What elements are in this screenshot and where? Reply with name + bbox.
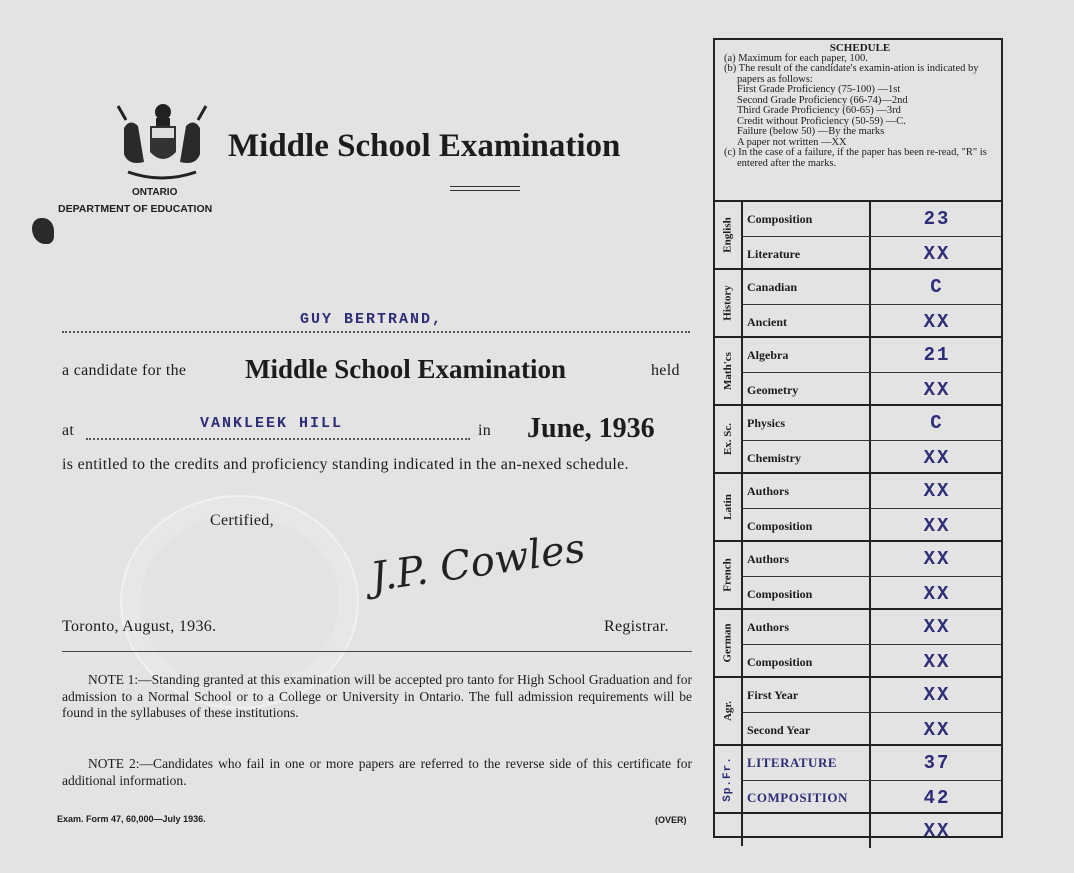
table-row <box>741 304 1001 339</box>
subject-mark: 23 <box>869 202 1003 236</box>
subject-name: Composition <box>747 518 813 533</box>
subject-group <box>715 744 1001 812</box>
schedule-line: Third Grade Proficiency (60-65) —3rd <box>737 105 901 116</box>
entitled-text: is entitled to the credits and proficiency standing indicated in the an-nexed schedule. <box>62 456 629 473</box>
schedule-line: Failure (below 50) —By the marks <box>737 126 885 137</box>
subject-mark: 21 <box>869 338 1003 372</box>
subject-mark: 37 <box>869 746 1003 780</box>
subject-mark: C <box>869 406 1003 440</box>
table-row <box>741 406 1001 440</box>
location-date: Toronto, August, 1936. <box>62 618 217 635</box>
subject-mark: XX <box>869 577 1003 611</box>
subject-group <box>715 472 1001 540</box>
group-label <box>715 338 743 404</box>
table-row <box>741 814 1001 848</box>
registrar-signature: J.P. Cowles <box>367 525 588 601</box>
schedule-line: Second Grade Proficiency (66-74)—2nd <box>737 94 908 106</box>
subject-name: First Year <box>747 687 799 702</box>
table-row <box>741 440 1001 475</box>
subject-mark: XX <box>869 542 1003 576</box>
table-row <box>741 270 1001 304</box>
subject-group <box>715 336 1001 404</box>
schedule-legend <box>715 40 1001 169</box>
table-row <box>741 746 1001 780</box>
subject-mark: XX <box>869 474 1003 508</box>
subject-name: Composition <box>747 586 813 601</box>
schedule-table <box>713 38 1003 842</box>
schedule-line: Credit without Proficiency (50-59) —C. <box>737 115 906 127</box>
subject-name: COMPOSITION <box>747 790 848 805</box>
subject-group <box>715 268 1001 336</box>
paper-damage <box>32 218 54 244</box>
table-row <box>741 474 1001 508</box>
divider <box>62 651 692 652</box>
schedule-line: A paper not written —XX <box>737 136 847 148</box>
group-label-text: Agr. <box>721 700 734 722</box>
exam-place: VANKLEEK HILL <box>200 415 344 432</box>
over-label: (OVER) <box>655 815 687 825</box>
subject-group <box>715 540 1001 608</box>
form-number: Exam. Form 47, 60,000—July 1936. <box>57 814 206 824</box>
schedule-title: SCHEDULE <box>829 42 891 54</box>
subject-name: Second Year <box>747 722 811 737</box>
group-label <box>715 746 743 812</box>
group-label <box>715 814 743 846</box>
note-1: NOTE 1:—Standing granted at this examination will be accepted pro tanto for High School Graduation and for admission to a Normal School or to a College or University in Ontario. The full admission requirements will be found in the syllabuses of these institutions. <box>62 672 692 720</box>
subject-name: Physics <box>747 415 786 430</box>
certified-label: Certified, <box>210 512 274 529</box>
subject-mark: XX <box>869 645 1003 679</box>
table-row <box>741 712 1001 747</box>
subject-group <box>715 608 1001 676</box>
ontario-coat-of-arms-icon <box>112 98 212 186</box>
subject-name: Ancient <box>747 314 787 329</box>
subject-mark: XX <box>869 237 1003 271</box>
subject-mark: XX <box>869 713 1003 747</box>
group-label <box>715 474 743 540</box>
subject-name: Algebra <box>747 347 789 362</box>
group-label <box>715 270 743 336</box>
group-label-text: English <box>722 217 734 253</box>
subject-name: Authors <box>747 551 790 566</box>
group-label-text: Ex. Sc. <box>722 422 734 456</box>
exam-name: Middle School Examination <box>245 354 567 384</box>
registrar-label: Registrar. <box>604 618 669 635</box>
table-row <box>741 780 1001 815</box>
group-label <box>715 202 743 268</box>
subject-name: Composition <box>747 654 813 669</box>
subject-group <box>715 676 1001 744</box>
group-label-text: Sp.Fr. <box>722 756 735 802</box>
table-row <box>741 508 1001 543</box>
group-label <box>715 678 743 744</box>
title-rule <box>450 186 520 191</box>
subject-mark: XX <box>869 610 1003 644</box>
held-label: held <box>651 362 680 379</box>
schedule-line: (a) Maximum for each paper, 100. <box>724 52 868 64</box>
subject-group <box>715 200 1001 268</box>
table-row <box>741 610 1001 644</box>
subject-mark: XX <box>869 305 1003 339</box>
subject-name: Composition <box>747 211 813 226</box>
table-row <box>741 542 1001 576</box>
schedule-line: (c) In the case of a failure, if the paper has been re-read, "R" is entered after the marks. <box>724 147 987 169</box>
at-label: at <box>62 422 75 439</box>
subject-mark: XX <box>869 678 1003 712</box>
subject-name: LITERATURE <box>747 755 838 770</box>
subject-mark: XX <box>869 509 1003 543</box>
candidate-name: GUY BERTRAND, <box>300 311 444 328</box>
group-label-text: French <box>722 558 734 592</box>
subject-name: Geometry <box>747 382 799 397</box>
subject-name: Canadian <box>747 279 798 294</box>
table-row <box>741 644 1001 679</box>
schedule-line: (b) The result of the candidate's examin-ation is indicated by papers as follows: <box>724 63 979 85</box>
group-label-text: German <box>722 623 735 663</box>
subject-name: Authors <box>747 483 790 498</box>
group-label <box>715 406 743 472</box>
subject-name: Chemistry <box>747 450 801 465</box>
subject-mark: C <box>869 270 1003 304</box>
header-title: Middle School Examination <box>228 128 621 164</box>
subject-mark: XX <box>869 441 1003 475</box>
subject-mark: XX <box>869 814 1003 848</box>
table-row <box>741 372 1001 407</box>
group-label <box>715 542 743 608</box>
subject-group <box>715 812 1001 846</box>
group-label-text: Math'cs <box>722 352 735 390</box>
in-label: in <box>478 422 492 439</box>
schedule-line: First Grade Proficiency (75-100) —1st <box>737 84 901 95</box>
table-row <box>741 202 1001 236</box>
subject-mark: 42 <box>869 781 1003 815</box>
note-2: NOTE 2:—Candidates who fail in one or more papers are referred to the reverse side of this certificate for additional information. <box>62 756 692 788</box>
exam-date: June, 1936 <box>527 413 655 444</box>
table-row <box>741 338 1001 372</box>
table-row <box>741 236 1001 271</box>
group-label <box>715 610 743 676</box>
province-label: ONTARIO <box>132 187 178 198</box>
subject-name: Literature <box>747 246 801 261</box>
subject-group <box>715 404 1001 472</box>
table-row <box>741 678 1001 712</box>
subject-mark: XX <box>869 373 1003 407</box>
group-label-text: History <box>722 285 735 321</box>
table-row <box>741 576 1001 611</box>
subject-name: Authors <box>747 619 790 634</box>
candidate-prefix: a candidate for the <box>62 362 187 379</box>
group-label-text: Latin <box>722 494 734 520</box>
department-label: DEPARTMENT OF EDUCATION <box>58 203 213 215</box>
